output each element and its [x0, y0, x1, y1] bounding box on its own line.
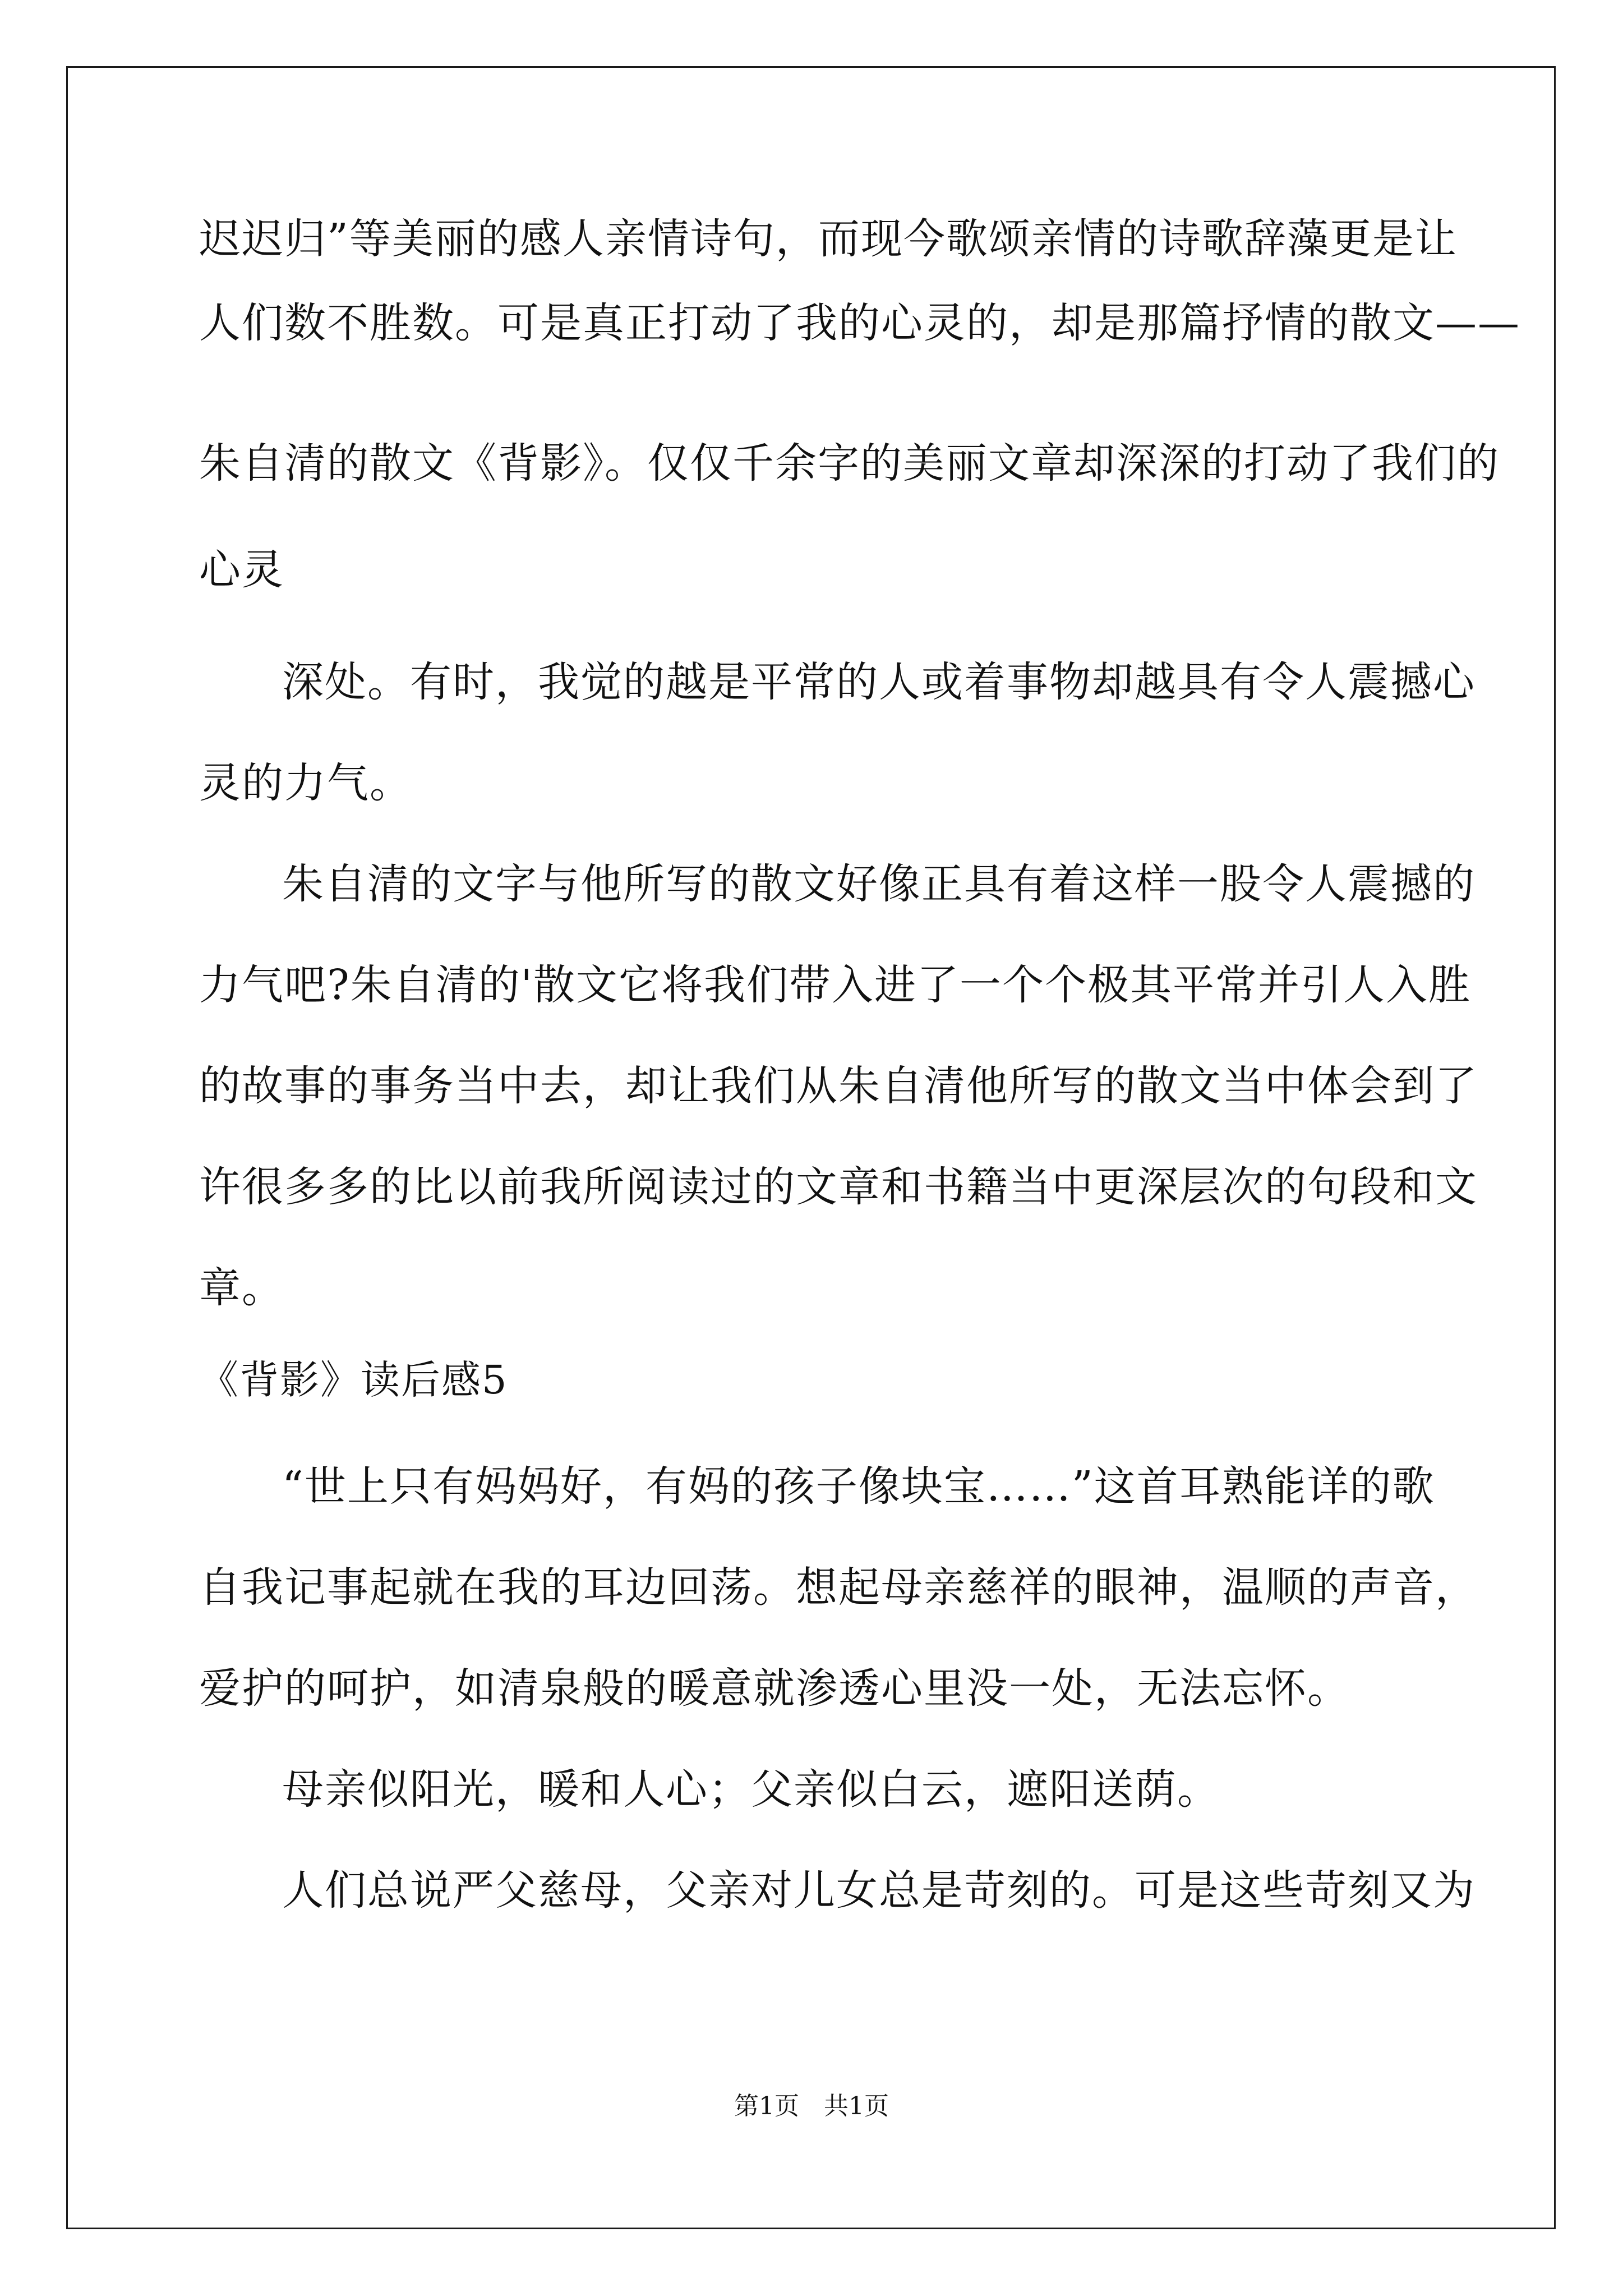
- text-line: 许很多多的比以前我所阅读过的文章和书籍当中更深层次的句段和文: [199, 1163, 1478, 1211]
- text-line: 自我记事起就在我的耳边回荡。想起母亲慈祥的眼神，温顺的声音，: [199, 1563, 1478, 1612]
- paragraph-first-line: 人们总说严父慈母，父亲对儿女总是苛刻的。可是这些苛刻又为: [282, 1866, 1476, 1915]
- text-line: 心灵: [199, 546, 284, 594]
- text-line: 迟迟归”等美丽的感人亲情诗句，而现今歌颂亲情的诗歌辞藻更是让: [199, 215, 1458, 263]
- text-line: 人们数不胜数。可是真正打动了我的心灵的，却是那篇抒情的散文——: [199, 299, 1520, 347]
- text-line: 灵的力气。: [199, 759, 412, 807]
- paragraph-first-line: “世上只有妈妈好，有妈的孩子像块宝……”这首耳熟能详的歌: [282, 1462, 1435, 1511]
- text-line: 爱护的呵护，如清泉般的暖意就渗透心里没一处，无法忘怀。: [199, 1664, 1350, 1713]
- paragraph-first-line: 朱自清的文字与他所写的散文好像正具有着这样一股令人震撼的: [282, 860, 1476, 908]
- text-line: 力气吧?朱自清的'散文它将我们带入进了一个个极其平常并引人入胜: [199, 961, 1472, 1009]
- text-line: 朱自清的散文《背影》。仅仅千余字的美丽文章却深深的打动了我们的: [199, 439, 1500, 487]
- text-line: 章。: [199, 1264, 284, 1312]
- page-footer: 第1页 共1页: [734, 2092, 889, 2120]
- paragraph-first-line: 深处。有时，我觉的越是平常的人或着事物却越具有令人震撼心: [282, 658, 1476, 706]
- section-heading: 《背影》读后感5: [199, 1357, 508, 1403]
- paragraph-first-line: 母亲似阳光，暖和人心；父亲似白云，遮阳送荫。: [282, 1765, 1220, 1814]
- text-line: 的故事的事务当中去，却让我们从朱自清他所写的散文当中体会到了: [199, 1062, 1478, 1110]
